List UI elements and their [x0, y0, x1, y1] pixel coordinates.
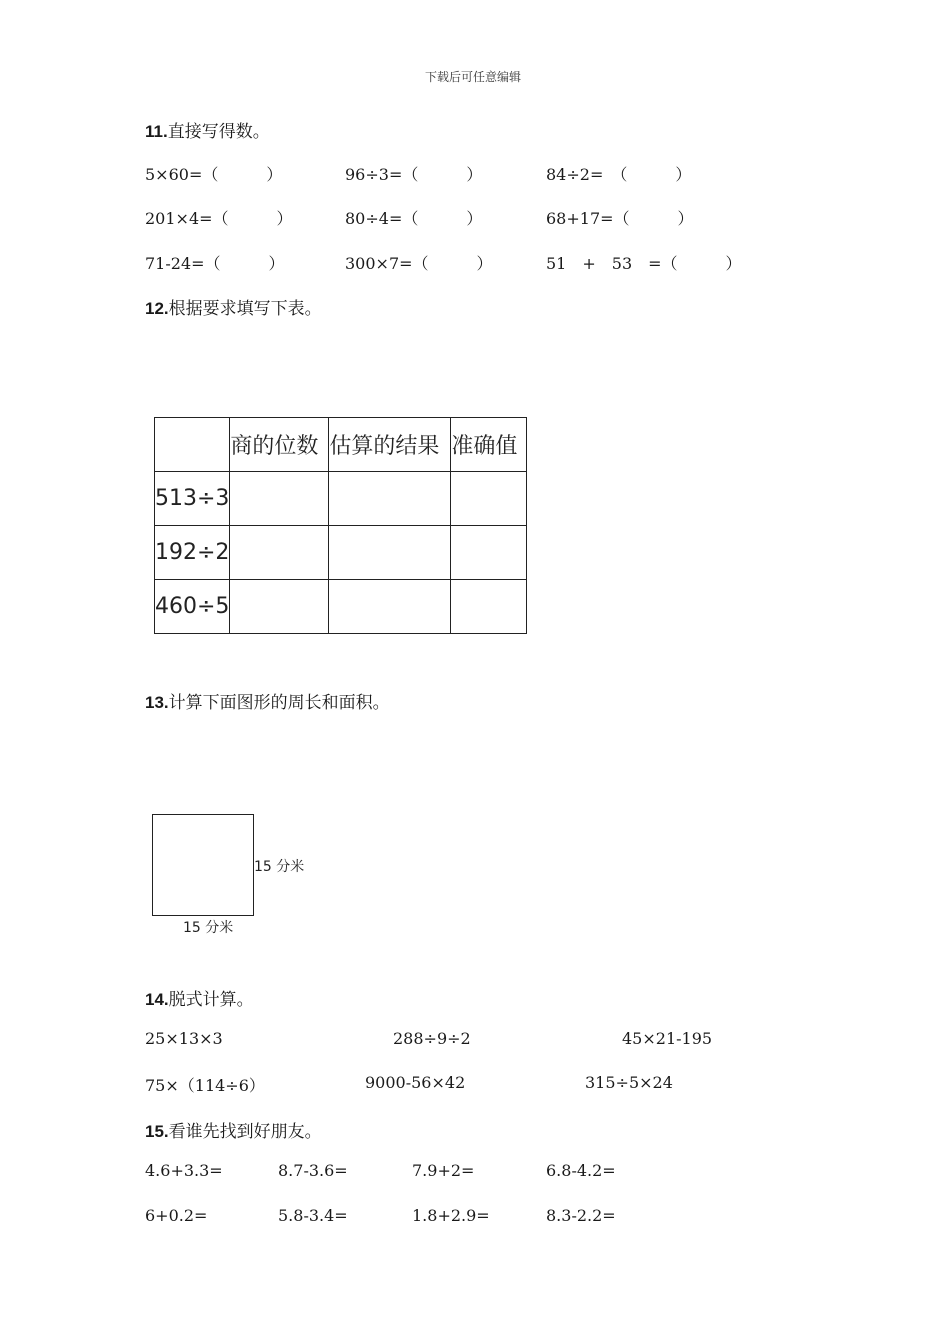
q11-item: 84÷2= （ ） — [546, 165, 692, 184]
q14-item: 25×13×3 — [145, 1029, 223, 1048]
q14-item: 288÷9÷2 — [393, 1029, 471, 1048]
q11-item: 300×7=（ ） — [345, 254, 493, 273]
q11-item: 201×4=（ ） — [145, 209, 293, 228]
q15-item: 7.9+2= — [412, 1161, 475, 1180]
table-cell-empty[interactable] — [451, 580, 527, 634]
table-row — [155, 472, 527, 526]
table-row-label: 460÷5 — [155, 580, 230, 634]
q15-item: 6.8-4.2= — [546, 1161, 616, 1180]
q14-item: 315÷5×24 — [585, 1073, 673, 1092]
q15-item: 5.8-3.4= — [278, 1206, 348, 1225]
q15-item: 8.7-3.6= — [278, 1161, 348, 1180]
question-text: 脱式计算。 — [168, 990, 254, 1010]
table-row — [155, 526, 527, 580]
table-cell-empty[interactable] — [329, 472, 451, 526]
question-14-title — [145, 985, 254, 1010]
q14-item: 9000-56×42 — [365, 1073, 466, 1092]
q15-item: 6+0.2= — [145, 1206, 208, 1225]
table-cell-empty[interactable] — [329, 526, 451, 580]
table-cell-empty[interactable] — [230, 526, 329, 580]
q11-item: 80÷4=（ ） — [345, 209, 483, 228]
q14-item: 75×（114÷6） — [145, 1076, 265, 1095]
side-length-label-right: 15 分米 — [254, 859, 305, 875]
table-cell-empty[interactable] — [451, 526, 527, 580]
question-number: 14. — [145, 990, 169, 1009]
question-15-title — [145, 1117, 322, 1142]
square-figure — [152, 814, 254, 916]
question-text: 计算下面图形的周长和面积。 — [168, 693, 390, 713]
estimate-table — [154, 417, 527, 634]
question-13-title — [145, 688, 390, 713]
table-cell-empty[interactable] — [451, 472, 527, 526]
side-length-label-bottom: 15 分米 — [183, 920, 234, 936]
table-row — [155, 580, 527, 634]
table-cell-empty[interactable] — [230, 472, 329, 526]
table-header-row — [155, 418, 527, 472]
question-number: 11. — [145, 122, 168, 141]
table-header-cell: 商的位数 — [230, 418, 329, 472]
table-cell-empty[interactable] — [329, 580, 451, 634]
question-text: 看谁先找到好朋友。 — [168, 1122, 322, 1142]
question-12-title — [145, 294, 322, 319]
q15-item: 8.3-2.2= — [546, 1206, 616, 1225]
q15-item: 1.8+2.9= — [412, 1206, 490, 1225]
question-11-title — [145, 117, 270, 142]
q11-item: 51 + 53 =（ ） — [546, 254, 742, 273]
q11-item: 68+17=（ ） — [546, 209, 694, 228]
q15-item: 4.6+3.3= — [145, 1161, 223, 1180]
table-cell-empty[interactable] — [230, 580, 329, 634]
table-header-cell — [155, 418, 230, 472]
page-header: 下载后可任意编辑 — [425, 70, 522, 84]
q11-item: 5×60=（ ） — [145, 165, 283, 184]
q11-item: 96÷3=（ ） — [345, 165, 483, 184]
q11-item: 71-24=（ ） — [145, 254, 285, 273]
question-number: 15. — [145, 1122, 169, 1141]
question-number: 12. — [145, 299, 169, 318]
q14-item: 45×21-195 — [622, 1029, 713, 1048]
question-text: 直接写得数。 — [167, 122, 270, 142]
question-text: 根据要求填写下表。 — [168, 299, 322, 319]
table-header-cell: 估算的结果 — [329, 418, 451, 472]
table-header-cell: 准确值 — [451, 418, 527, 472]
table-row-label: 513÷3 — [155, 472, 230, 526]
question-number: 13. — [145, 693, 169, 712]
table-row-label: 192÷2 — [155, 526, 230, 580]
